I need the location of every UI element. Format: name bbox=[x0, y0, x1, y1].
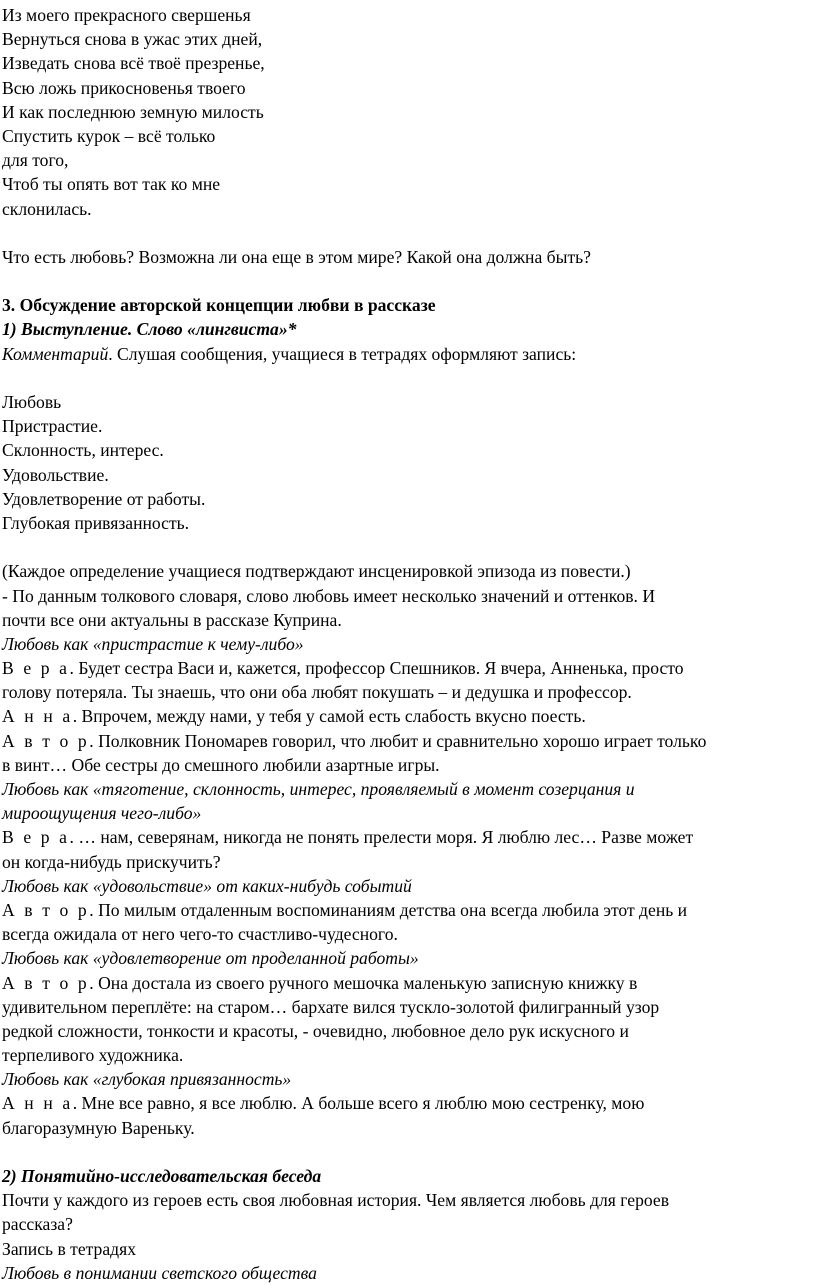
poem-line: для того, bbox=[2, 150, 69, 171]
paragraph-line: (Каждое определение учащиеся подтверждают инсценировкой эпизода из повести.) bbox=[2, 561, 631, 582]
speaker-name: А в т о р bbox=[2, 899, 90, 920]
poem-line: склонилась. bbox=[2, 198, 92, 219]
poem-line: И как последнюю земную милость bbox=[2, 101, 264, 122]
paragraph-line: почти все они актуальны в рассказе Куприна. bbox=[2, 609, 342, 630]
paragraph-line: рассказа? bbox=[2, 1214, 73, 1235]
definition-heading: Любовь как «удовлетворение от проделанной работы» bbox=[2, 948, 419, 969]
dialogue-line bbox=[2, 656, 816, 680]
list-item: Удовольствие. bbox=[2, 464, 109, 485]
poem-line: Чтоб ты опять вот так ко мне bbox=[2, 174, 221, 195]
poem-line: Из моего прекрасного свершенья bbox=[2, 5, 251, 25]
dialogue-text: . Она достала из своего ручного мешочка маленькую записную книжку в bbox=[89, 972, 638, 993]
dialogue-line: терпеливого художника. bbox=[2, 1045, 184, 1066]
subsection-heading: 2) Понятийно-исследовательская беседа bbox=[2, 1166, 322, 1186]
list-item: Любовь bbox=[2, 392, 62, 412]
dialogue-line: голову потеряла. Ты знаешь, что они оба любят покушать – и дедушка и профессор. bbox=[2, 682, 632, 703]
poem-line: Всю ложь прикосновенья твоего bbox=[2, 77, 246, 98]
blank-line bbox=[2, 1140, 816, 1164]
speaker-name: А в т о р bbox=[2, 972, 90, 993]
dialogue-line: редкой сложности, тонкости и красоты, - очевидно, любовное дело рук искусного и bbox=[2, 1020, 629, 1041]
dialogue-line: всегда ожидала от него чего-то счастливо-чудесного. bbox=[2, 924, 398, 945]
poem-line: Спустить курок – всё только bbox=[2, 125, 216, 146]
list-item: Глубокая привязанность. bbox=[2, 512, 190, 533]
dialogue-line bbox=[2, 971, 816, 995]
dialogue-text: . Полковник Пономарев говорил, что любит и сравнительно хорошо играет только bbox=[89, 730, 707, 751]
list-item: Пристрастие. bbox=[2, 416, 103, 437]
question-line: Что есть любовь? Возможна ли она еще в этом мире? Какой она должна быть? bbox=[2, 246, 591, 267]
comment-text: . Слушая сообщения, учащиеся в тетрадях оформляют запись: bbox=[108, 343, 577, 364]
comment-line bbox=[2, 342, 816, 366]
definition-heading: Любовь как «тяготение, склонность, интерес, проявляемый в момент созерцания и bbox=[2, 779, 635, 799]
dialogue-line bbox=[2, 704, 816, 728]
blank-line bbox=[2, 221, 816, 245]
paragraph-line: Почти у каждого из героев есть своя любовная история. Чем является любовь для героев bbox=[2, 1190, 669, 1211]
poem-line: Вернуться снова в ужас этих дней, bbox=[2, 29, 263, 50]
speaker-name: В е р а bbox=[2, 827, 70, 848]
list-item: Склонность, интерес. bbox=[2, 440, 164, 461]
list-item: Удовлетворение от работы. bbox=[2, 488, 206, 509]
dialogue-line bbox=[2, 898, 816, 922]
speaker-name: А н н а bbox=[2, 706, 73, 727]
definition-heading: мироощущения чего-либо» bbox=[2, 803, 202, 824]
speaker-name: А н н а bbox=[2, 1093, 73, 1114]
dialogue-text: . Мне все равно, я все люблю. А больше всего я люблю мою сестренку, мою bbox=[72, 1093, 645, 1114]
definition-heading: Любовь как «удовольствие» от каких-нибудь событий bbox=[2, 875, 412, 896]
section-heading: 3. Обсуждение авторской концепции любви в рассказе bbox=[2, 295, 436, 316]
subsection-heading: 1) Выступление. Слово «лингвиста»* bbox=[2, 319, 297, 340]
speaker-name: А в т о р bbox=[2, 730, 90, 751]
dialogue-line: в винт… Обе сестры до смешного любили азартные игры. bbox=[2, 754, 440, 775]
dialogue-line bbox=[2, 1091, 816, 1115]
dialogue-line: удивительном переплёте: на старом… бархате вился тускло-золотой филигранный узор bbox=[2, 996, 660, 1017]
blank-line bbox=[2, 535, 816, 559]
speaker-name: В е р а bbox=[2, 658, 70, 679]
blank-line bbox=[2, 366, 816, 390]
dialogue-line: благоразумную Вареньку. bbox=[2, 1117, 195, 1138]
dialogue-text: . … нам, северянам, никогда не понять прелести моря. Я люблю лес… Разве может bbox=[69, 827, 694, 848]
definition-heading: Любовь как «пристрастие к чему-либо» bbox=[2, 633, 304, 654]
dialogue-line bbox=[2, 729, 816, 753]
definition-heading: Любовь в понимании светского общества bbox=[2, 1262, 317, 1283]
blank-line bbox=[2, 269, 816, 293]
dialogue-text: . По милым отдаленным воспоминаниям детства она всегда любила этот день и bbox=[89, 899, 688, 920]
dialogue-text: . Будет сестра Васи и, кажется, профессор Спешников. Я вчера, Анненька, просто bbox=[69, 658, 684, 679]
comment-label: Комментарий bbox=[2, 343, 109, 364]
definition-heading: Любовь как «глубокая привязанность» bbox=[2, 1069, 292, 1090]
dialogue-text: . Впрочем, между нами, у тебя у самой есть слабость вкусно поесть. bbox=[72, 706, 586, 727]
paragraph-line: Запись в тетрадях bbox=[2, 1238, 137, 1259]
dialogue-line: он когда-нибудь прискучить? bbox=[2, 851, 221, 872]
dialogue-line bbox=[2, 825, 816, 849]
poem-line: Изведать снова всё твоё презренье, bbox=[2, 53, 265, 74]
paragraph-line: - По данным толкового словаря, слово любовь имеет несколько значений и оттенков. И bbox=[2, 585, 656, 606]
